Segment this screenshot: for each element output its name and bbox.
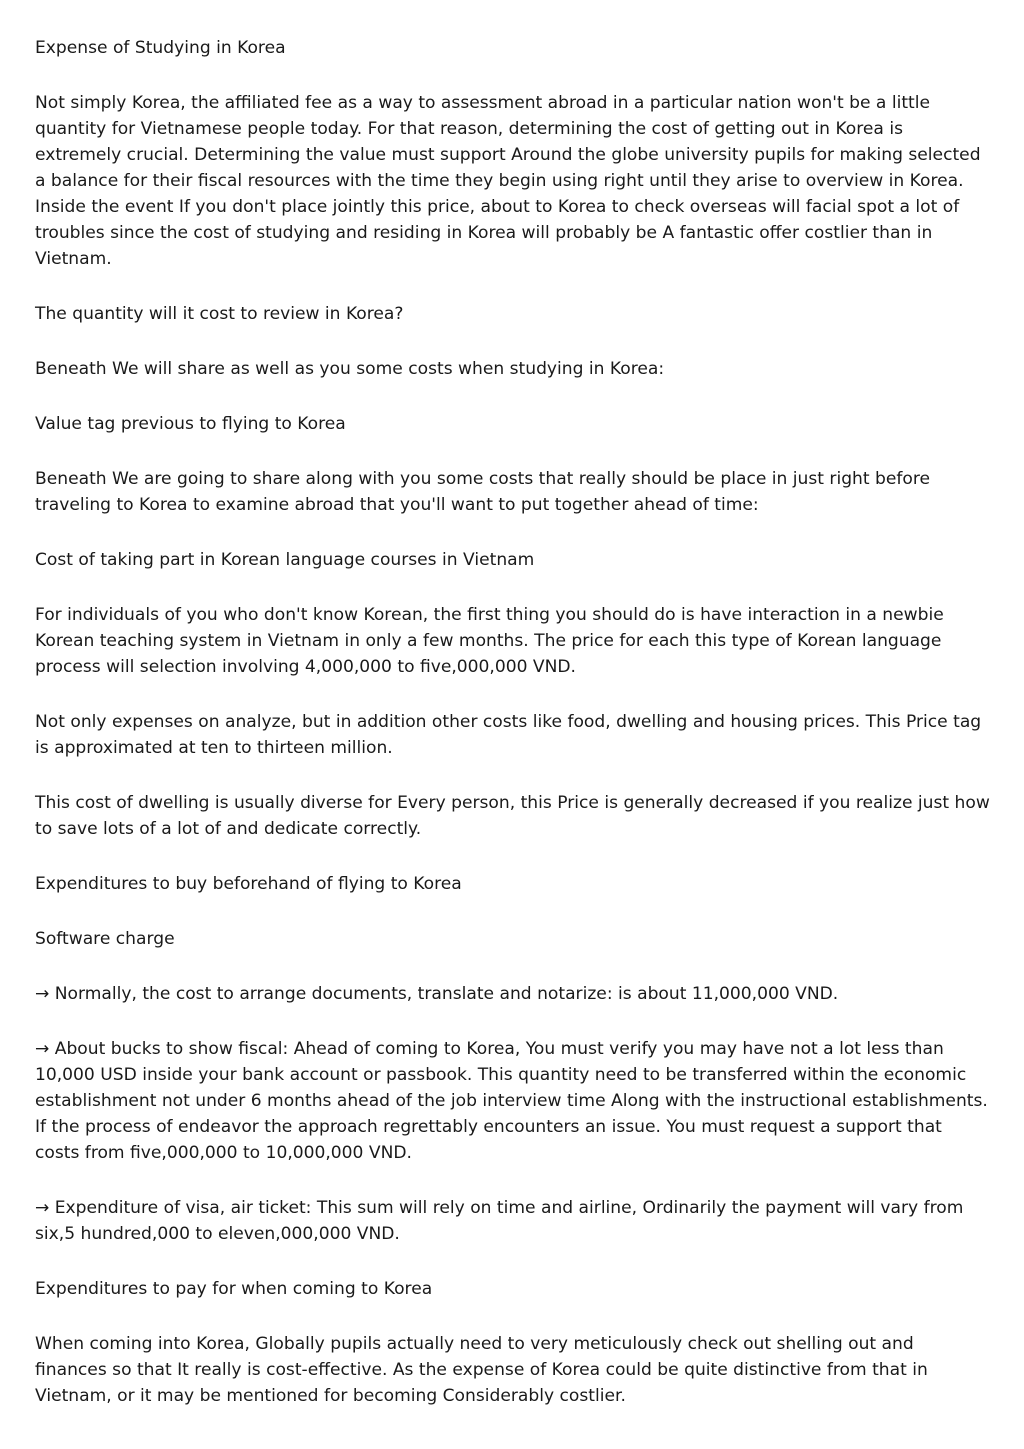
paragraph: Beneath We will share as well as you some costs when studying in Korea:	[35, 359, 665, 379]
section-heading-expenditures-arrival: Expenditures to pay for when coming to Korea	[35, 1279, 433, 1299]
section-heading-before-flying: Value tag previous to flying to Korea	[35, 414, 346, 434]
paragraph: When coming into Korea, Globally pupils actually need to very meticulously check out shelling out and finances so that It really is cost-effective. As the expense of Korea could be quite distinctive from that in Vietnam, or it may be mentioned for becoming Considerably costlier.	[35, 1334, 928, 1406]
section-heading-software-charge: Software charge	[35, 929, 175, 949]
document-title: Expense of Studying in Korea	[35, 38, 286, 58]
section-heading-cost-question: The quantity will it cost to review in Korea?	[35, 304, 404, 324]
section-heading-language-courses: Cost of taking part in Korean language courses in Vietnam	[35, 550, 535, 570]
bullet-paragraph: → Normally, the cost to arrange documents, translate and notarize: is about 11,000,000 VND.	[35, 984, 839, 1004]
paragraph: For individuals of you who don't know Korean, the first thing you should do is have interaction in a newbie Korean teaching system in Vietnam in only a few months. The price for each this type of Korean language process will selection involving 4,000,000 to five,000,000 VND.	[35, 605, 944, 677]
intro-paragraph: Not simply Korea, the affiliated fee as a way to assessment abroad in a particular nation won't be a little quantity for Vietnamese people today. For that reason, determining the cost of getting out in Korea is extremely crucial. Determining the value must support Around the globe university pupils for making selected a balance for their fiscal resources with the time they begin using right until they arise to overview in Korea. Inside the event If you don't place jointly this price, about to Korea to check overseas will facial spot a lot of troubles since the cost of studying and residing in Korea will probably be A fantastic offer costlier than in Vietnam.	[35, 93, 981, 269]
bullet-paragraph: → Expenditure of visa, air ticket: This sum will rely on time and airline, Ordinarily the payment will vary from six,5 hundred,000 to eleven,000,000 VND.	[35, 1198, 964, 1244]
bullet-paragraph: → About bucks to show fiscal: Ahead of coming to Korea, You must verify you may have not a lot less than 10,000 USD inside your bank account or passbook. This quantity need to be transferred within the economic establishment not under 6 months ahead of the job interview time Along with the instructional establishments. If the process of endeavor the approach regrettably encounters an issue. You must request a support that costs from five,000,000 to 10,000,000 VND.	[35, 1039, 988, 1163]
paragraph: Not only expenses on analyze, but in addition other costs like food, dwelling and housing prices. This Price tag is approximated at ten to thirteen million.	[35, 712, 982, 758]
paragraph: Beneath We are going to share along with you some costs that really should be place in just right before traveling to Korea to examine abroad that you'll want to put together ahead of time:	[35, 469, 931, 515]
document-body	[35, 35, 990, 1438]
paragraph: This cost of dwelling is usually diverse for Every person, this Price is generally decreased if you realize just how to save lots of a lot of and dedicate correctly.	[35, 793, 990, 839]
section-heading-expenditures-before: Expenditures to buy beforehand of flying to Korea	[35, 874, 462, 894]
